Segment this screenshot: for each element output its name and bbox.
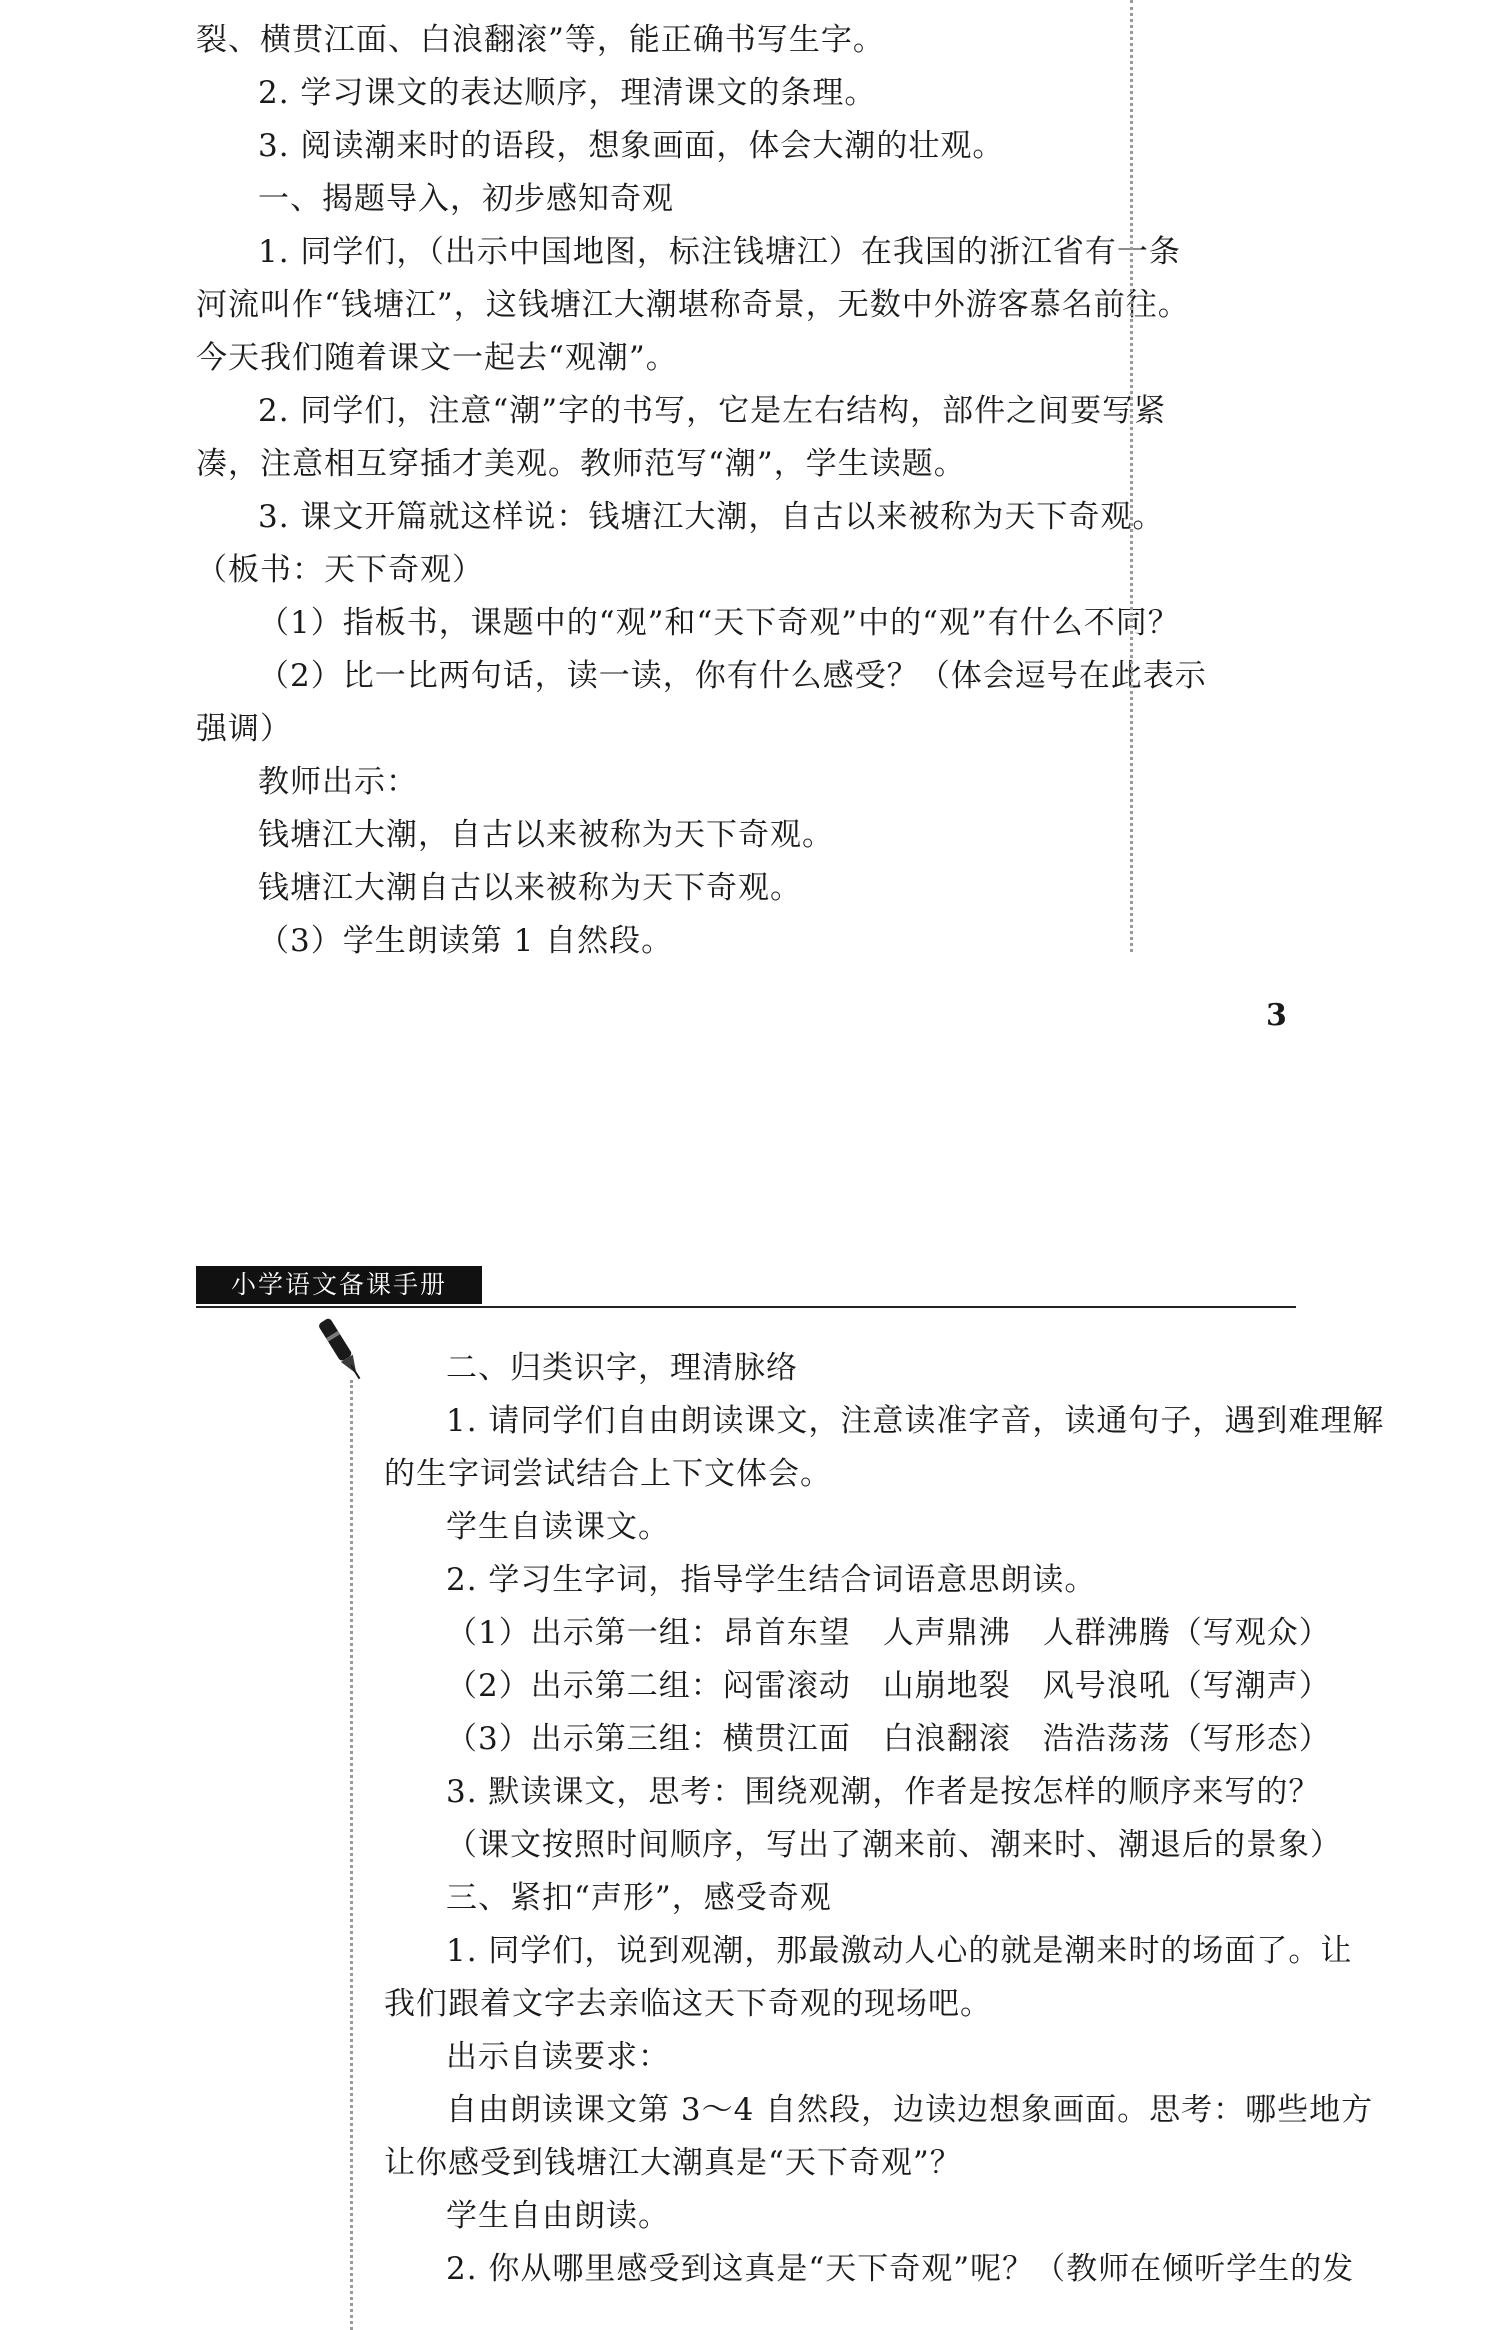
text-line: 2. 学习课文的表达顺序，理清课文的条理。 xyxy=(258,75,877,111)
text-line: 强调） xyxy=(196,711,292,747)
header-rule xyxy=(196,1306,1296,1308)
page-upper xyxy=(0,0,1500,1140)
text-line: （2）比一比两句话，读一读，你有什么感受？（体会逗号在此表示 xyxy=(258,658,1207,694)
body-text-lower xyxy=(384,1342,1385,2296)
text-line: 裂、横贯江面、白浪翻滚”等，能正确书写生字。 xyxy=(196,22,885,58)
page-number: 3 xyxy=(1266,998,1287,1033)
text-line: 的生字词尝试结合上下文体会。 xyxy=(384,1456,832,1492)
text-line: 教师出示： xyxy=(258,764,418,800)
text-line: （板书：天下奇观） xyxy=(196,552,484,588)
text-line: 钱塘江大潮，自古以来被称为天下奇观。 xyxy=(258,817,834,853)
text-line: 凑，注意相互穿插才美观。教师范写“潮”，学生读题。 xyxy=(196,446,966,482)
text-line: 3. 阅读潮来时的语段，想象画面，体会大潮的壮观。 xyxy=(258,128,1005,164)
text-line: 1. 请同学们自由朗读课文，注意读准字音，读通句子，遇到难理解 xyxy=(446,1403,1385,1439)
text-line: （3）出示第三组：横贯江面 白浪翻滚 浩浩荡荡（写形态） xyxy=(446,1721,1331,1757)
section-heading: 二、归类识字，理清脉络 xyxy=(446,1350,798,1386)
section-heading: 三、紧扣“声形”，感受奇观 xyxy=(446,1880,832,1916)
text-line: 今天我们随着课文一起去“观潮”。 xyxy=(196,340,678,376)
pen-icon xyxy=(318,1312,364,1386)
text-line: 1. 同学们，（出示中国地图，标注钱塘江）在我国的浙江省有一条 xyxy=(258,234,1181,270)
text-line: 河流叫作“钱塘江”，这钱塘江大潮堪称奇景，无数中外游客慕名前往。 xyxy=(196,287,1190,323)
text-line: 2. 学习生字词，指导学生结合词语意思朗读。 xyxy=(446,1562,1097,1598)
text-line: 让你感受到钱塘江大潮真是“天下奇观”？ xyxy=(384,2145,962,2181)
text-line: 出示自读要求： xyxy=(446,2039,670,2075)
section-heading: 一、揭题导入，初步感知奇观 xyxy=(258,181,674,217)
text-line: 钱塘江大潮自古以来被称为天下奇观。 xyxy=(258,870,802,906)
text-line: 自由朗读课文第 3～4 自然段，边读边想象画面。思考：哪些地方 xyxy=(446,2092,1374,2128)
body-text-upper xyxy=(196,14,1207,968)
text-line: 3. 默读课文，思考：围绕观潮，作者是按怎样的顺序来写的？ xyxy=(446,1774,1321,1810)
dotted-margin-rule xyxy=(1130,0,1133,952)
text-line: 学生自由朗读。 xyxy=(446,2198,670,2234)
text-line: 我们跟着文字去亲临这天下奇观的现场吧。 xyxy=(384,1986,992,2022)
text-line: 学生自读课文。 xyxy=(446,1509,670,1545)
text-line: 3. 课文开篇就这样说：钱塘江大潮，自古以来被称为天下奇观。 xyxy=(258,499,1165,535)
text-line: 2. 你从哪里感受到这真是“天下奇观”呢？（教师在倾听学生的发 xyxy=(446,2251,1355,2287)
text-line: （3）学生朗读第 1 自然段。 xyxy=(258,923,674,959)
text-line: （2）出示第二组：闷雷滚动 山崩地裂 风号浪吼（写潮声） xyxy=(446,1668,1331,1704)
book-header-label: 小学语文备课手册 xyxy=(196,1266,482,1304)
text-line: （1）出示第一组：昂首东望 人声鼎沸 人群沸腾（写观众） xyxy=(446,1615,1331,1651)
page-lower xyxy=(0,1140,1500,2322)
dotted-margin-rule xyxy=(350,1380,353,2330)
text-line: （1）指板书，课题中的“观”和“天下奇观”中的“观”有什么不同？ xyxy=(258,605,1180,641)
text-line: （课文按照时间顺序，写出了潮来前、潮来时、潮退后的景象） xyxy=(446,1827,1342,1863)
text-line: 2. 同学们，注意“潮”字的书写，它是左右结构，部件之间要写紧 xyxy=(258,393,1167,429)
text-line: 1. 同学们，说到观潮，那最激动人心的就是潮来时的场面了。让 xyxy=(446,1933,1353,1969)
